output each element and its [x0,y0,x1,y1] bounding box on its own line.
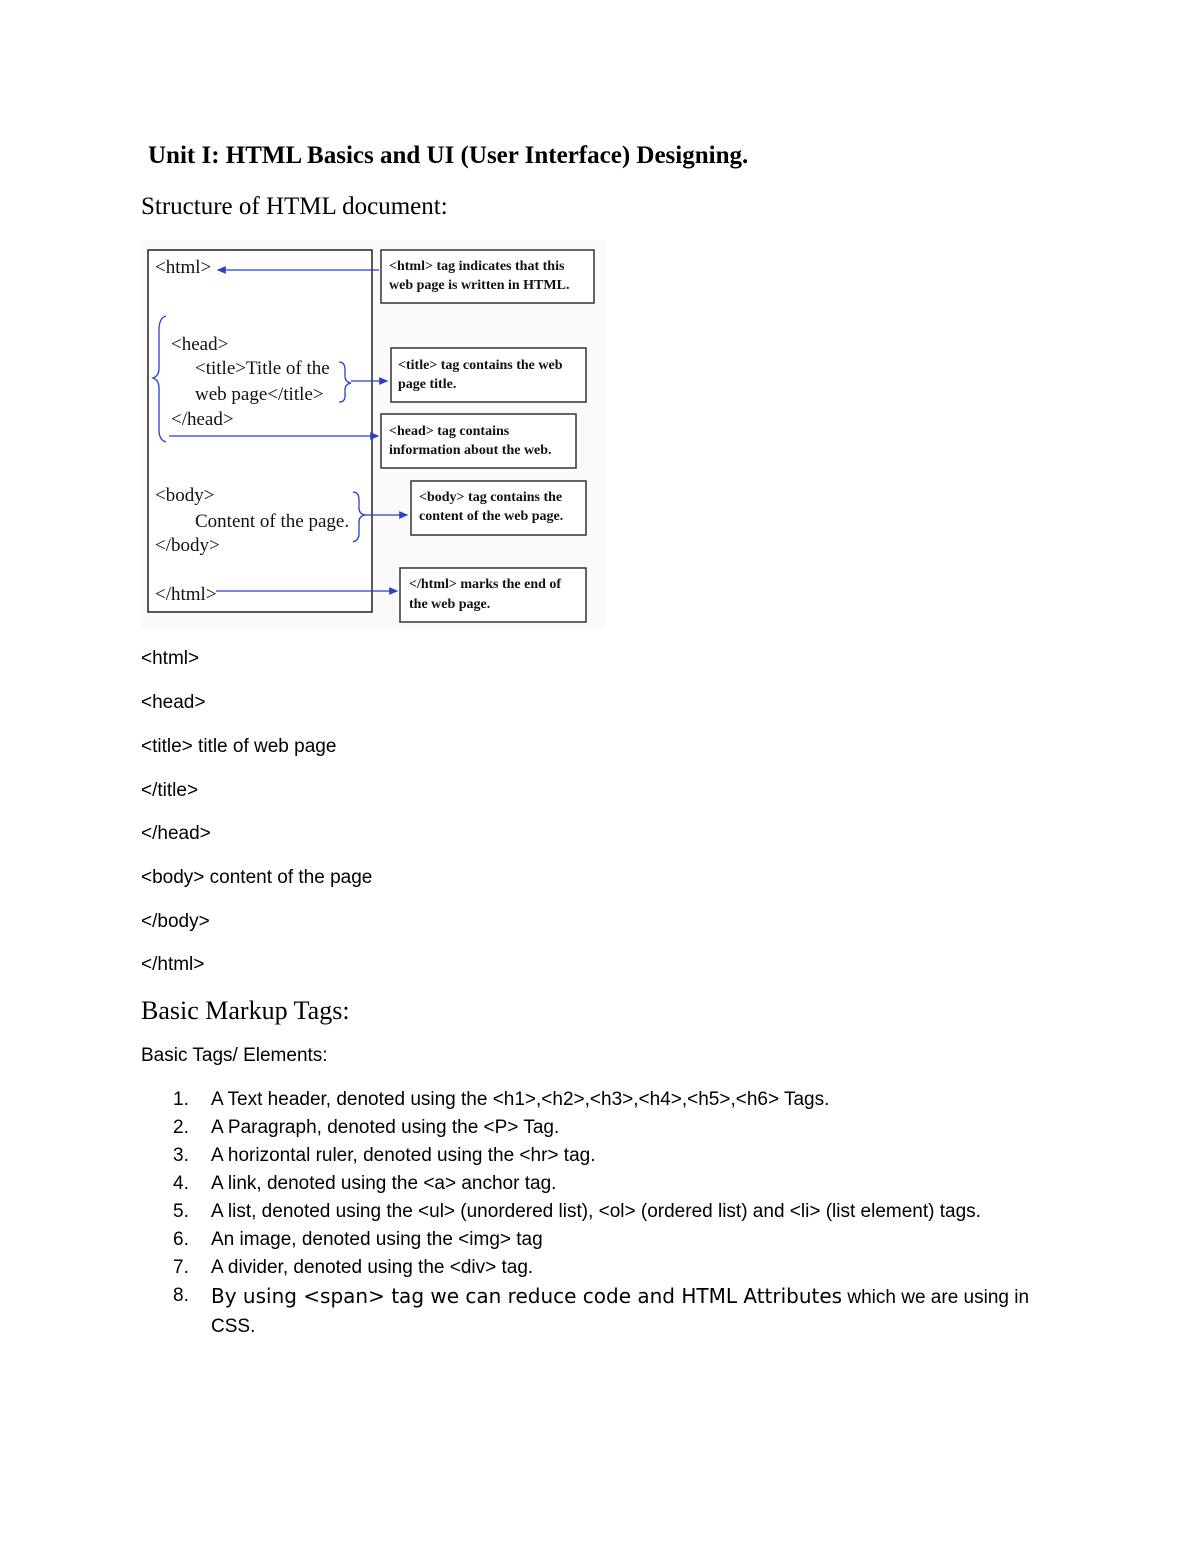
list-text: A Paragraph, denoted using the <P> Tag. [211,1117,560,1138]
fig-code-html-close: </html> [155,584,217,605]
list-item [141,1257,1041,1285]
list-text: A link, denoted using the <a> anchor tag. [211,1173,557,1194]
list-text: A list, denoted using the <ul> (unordered list), <ol> (ordered list) and <li> (list element) tags. [211,1201,981,1222]
code-line: </html> [141,954,205,975]
list-text: An image, denoted using the <img> tag [211,1229,543,1250]
list-number: 2. [173,1117,189,1138]
tags-subheading: Basic Tags/ Elements: [141,1045,328,1066]
list-number: 5. [173,1201,189,1222]
list-item [141,1284,1041,1337]
list-item [141,1089,1041,1117]
fig-code-html-open: <html> [155,257,212,278]
html-structure-diagram [141,240,605,628]
code-line: <body> content of the page [141,867,373,888]
fig-code-head-open: <head> [171,334,229,355]
tags-list [141,1089,1041,1337]
list-text [211,1282,1031,1341]
list-item [141,1229,1041,1257]
callout-end-line2: the web page. [409,597,491,612]
list-text: A horizontal ruler, denoted using the <hr> tag. [211,1145,596,1166]
code-line: <html> [141,648,200,669]
section-heading-structure: Structure of HTML document: [141,193,448,220]
fig-code-body-open: <body> [155,485,215,506]
code-line: <head> [141,692,206,713]
fig-code-body-close: </body> [155,535,220,556]
list-text-rest: which we are using in CSS. [211,1287,1030,1337]
list-number: 7. [173,1257,189,1278]
list-text: A Text header, denoted using the <h1>,<h2>,<h3>,<h4>,<h5>,<h6> Tags. [211,1089,830,1110]
list-item [141,1173,1041,1201]
list-number: 8. [173,1285,189,1306]
fig-code-head-close: </head> [171,409,234,430]
document-title: Unit I: HTML Basics and UI (User Interface) Designing. [148,142,749,169]
section-heading-markup: Basic Markup Tags: [141,996,350,1025]
list-text-lead: By using <span> tag we can reduce code and HTML Attributes [211,1284,843,1308]
list-number: 4. [173,1173,189,1194]
callout-body-line2: content of the web page. [419,509,564,524]
code-line: <title> title of web page [141,736,337,757]
fig-code-title: <title>Title of the [195,358,330,379]
list-text: A divider, denoted using the <div> tag. [211,1257,534,1278]
code-line: </title> [141,780,199,801]
code-line: </head> [141,823,211,844]
callout-body-line1: <body> tag contains the [419,490,563,505]
list-item [141,1145,1041,1173]
code-line: </body> [141,911,210,932]
callout-head-line2: information about the web. [389,443,552,458]
list-item [141,1117,1041,1145]
callout-head-line1: <head> tag contains [389,424,510,439]
callout-end-line1: </html> marks the end of [409,577,562,592]
list-item [141,1201,1041,1229]
fig-code-title-close: web page</title> [195,384,324,405]
list-number: 3. [173,1145,189,1166]
list-number: 6. [173,1229,189,1250]
callout-html-line1: <html> tag indicates that this [389,259,565,274]
callout-title-line2: page title. [398,377,457,392]
list-number: 1. [173,1089,189,1110]
callout-html-line2: web page is written in HTML. [389,278,570,293]
fig-code-body-content: Content of the page. [195,511,350,532]
callout-title-line1: <title> tag contains the web [398,358,563,373]
